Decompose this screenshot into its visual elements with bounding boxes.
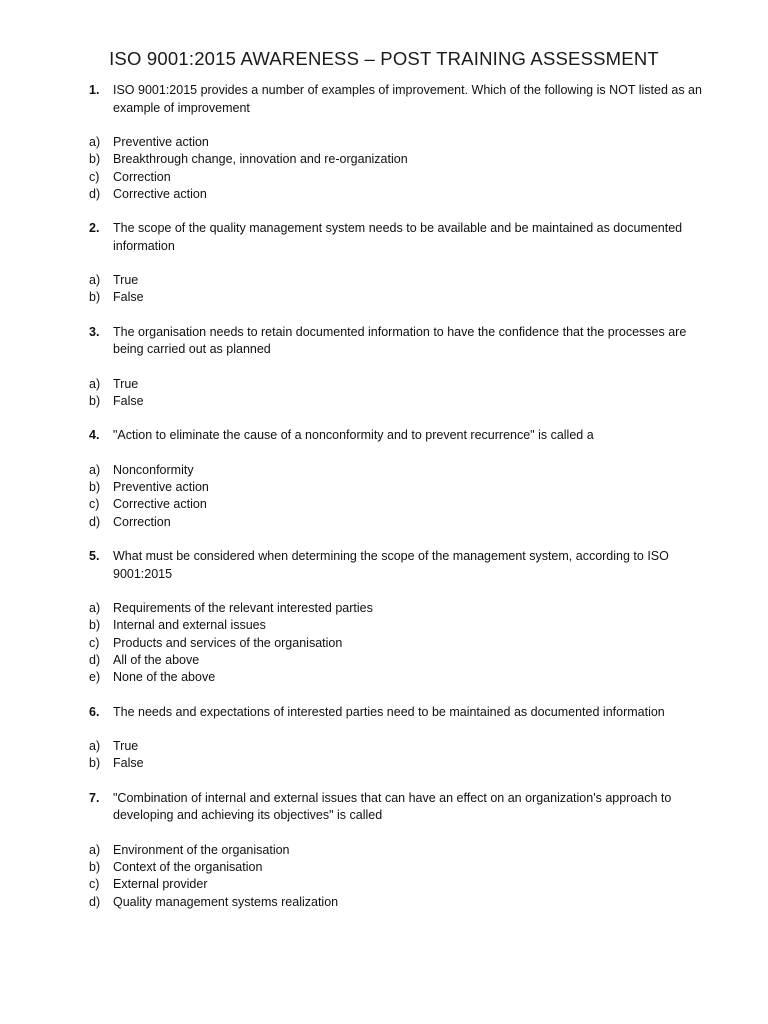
option-letter: a): [89, 376, 101, 391]
answer-option: [0, 186, 768, 203]
option-letter: a): [89, 842, 101, 857]
option-text: Correction: [113, 169, 171, 184]
question-text: [0, 548, 768, 583]
option-text: True: [113, 273, 139, 288]
option-letter: b): [89, 480, 101, 495]
question-number: 4.: [89, 428, 100, 443]
option-letter: e): [89, 670, 101, 685]
question-number: 2.: [89, 221, 100, 236]
answer-option: [0, 738, 768, 755]
option-text: Breakthrough change, innovation and re-organization: [113, 152, 408, 167]
question-prompt: "Combination of internal and external issues that can have an effect on an organization's approach to developing and achieving its objectives" is called: [113, 790, 672, 823]
answer-option: [0, 479, 768, 496]
answer-option: [0, 617, 768, 634]
answer-option: [0, 635, 768, 652]
option-letter: b): [89, 394, 101, 409]
option-letter: b): [89, 618, 101, 633]
option-text: Correction: [113, 514, 171, 529]
option-letter: a): [89, 135, 101, 149]
question-text: [0, 790, 768, 825]
answer-options: [0, 134, 768, 203]
option-text: All of the above: [113, 652, 200, 667]
option-text: Context of the organisation: [113, 859, 263, 874]
option-letter: a): [89, 601, 101, 616]
question-prompt: What must be considered when determining the scope of the management system, according to ISO 9001:2015: [113, 549, 669, 581]
question-2: [0, 220, 768, 307]
question-text: [0, 704, 768, 722]
question-text: [0, 82, 768, 117]
question-prompt: "Action to eliminate the cause of a nonconformity and to prevent recurrence" is called a: [113, 428, 594, 443]
option-text: Nonconformity: [113, 462, 194, 477]
option-letter: a): [89, 462, 101, 477]
question-6: [0, 704, 768, 773]
option-text: External provider: [113, 877, 208, 892]
answer-option: [0, 376, 768, 393]
option-letter: a): [89, 739, 101, 754]
answer-options: [0, 738, 768, 773]
answer-options: [0, 376, 768, 411]
answer-option: [0, 652, 768, 669]
answer-option: [0, 842, 768, 859]
option-letter: d): [89, 894, 101, 909]
option-letter: b): [89, 290, 101, 305]
option-text: None of the above: [113, 670, 216, 685]
answer-options: [0, 272, 768, 307]
question-prompt: The organisation needs to retain documented information to have the confidence that the processes are being carried out as planned: [113, 324, 687, 357]
option-text: Internal and external issues: [113, 618, 266, 633]
answer-options: [0, 600, 768, 686]
question-text: [0, 220, 768, 255]
question-list: [0, 82, 768, 928]
answer-option: [0, 272, 768, 289]
question-number: 6.: [89, 704, 100, 719]
answer-option: [0, 600, 768, 617]
option-letter: c): [89, 635, 100, 650]
answer-option: [0, 151, 768, 168]
question-7: [0, 790, 768, 911]
question-prompt: The scope of the quality management system needs to be available and be maintained as documented information: [113, 221, 683, 253]
page-title: ISO 9001:2015 AWARENESS – POST TRAINING ASSESSMENT: [109, 48, 659, 69]
option-letter: b): [89, 152, 101, 167]
answer-option: [0, 514, 768, 531]
option-letter: d): [89, 514, 101, 529]
option-letter: d): [89, 652, 101, 667]
option-letter: d): [89, 186, 101, 201]
question-prompt: The needs and expectations of interested parties need to be maintained as documented information: [113, 704, 665, 719]
option-text: False: [113, 756, 144, 771]
answer-option: [0, 169, 768, 186]
answer-option: [0, 876, 768, 893]
answer-options: [0, 462, 768, 531]
option-letter: b): [89, 756, 101, 771]
question-5: [0, 548, 768, 686]
answer-option: [0, 496, 768, 513]
question-number: 3.: [89, 324, 100, 339]
answer-option: [0, 669, 768, 686]
question-number: 5.: [89, 549, 100, 564]
answer-option: [0, 462, 768, 479]
option-text: Requirements of the relevant interested parties: [113, 601, 373, 616]
answer-options: [0, 842, 768, 911]
option-text: Preventive action: [113, 480, 209, 495]
option-letter: b): [89, 859, 101, 874]
answer-option: [0, 393, 768, 410]
question-number: 7.: [89, 790, 100, 805]
option-text: Products and services of the organisation: [113, 635, 343, 650]
answer-option: [0, 894, 768, 911]
question-text: [0, 324, 768, 359]
question-text: [0, 427, 768, 445]
answer-option: [0, 859, 768, 876]
option-text: True: [113, 376, 139, 391]
option-letter: c): [89, 497, 100, 512]
option-text: Quality management systems realization: [113, 894, 339, 909]
question-number: 1.: [89, 83, 100, 97]
answer-option: [0, 755, 768, 772]
option-letter: a): [89, 273, 101, 288]
question-1: [0, 82, 768, 203]
option-text: Preventive action: [113, 135, 209, 149]
option-text: True: [113, 739, 139, 754]
option-letter: c): [89, 169, 100, 184]
option-text: Environment of the organisation: [113, 842, 290, 857]
option-text: False: [113, 394, 144, 409]
option-text: Corrective action: [113, 497, 207, 512]
option-text: False: [113, 290, 144, 305]
answer-option: [0, 289, 768, 306]
question-3: [0, 324, 768, 411]
option-letter: c): [89, 877, 100, 892]
answer-option: [0, 134, 768, 151]
question-prompt: ISO 9001:2015 provides a number of examples of improvement. Which of the following is NOT listed as an example of improvement: [113, 83, 702, 115]
question-4: [0, 427, 768, 531]
option-text: Corrective action: [113, 186, 207, 201]
